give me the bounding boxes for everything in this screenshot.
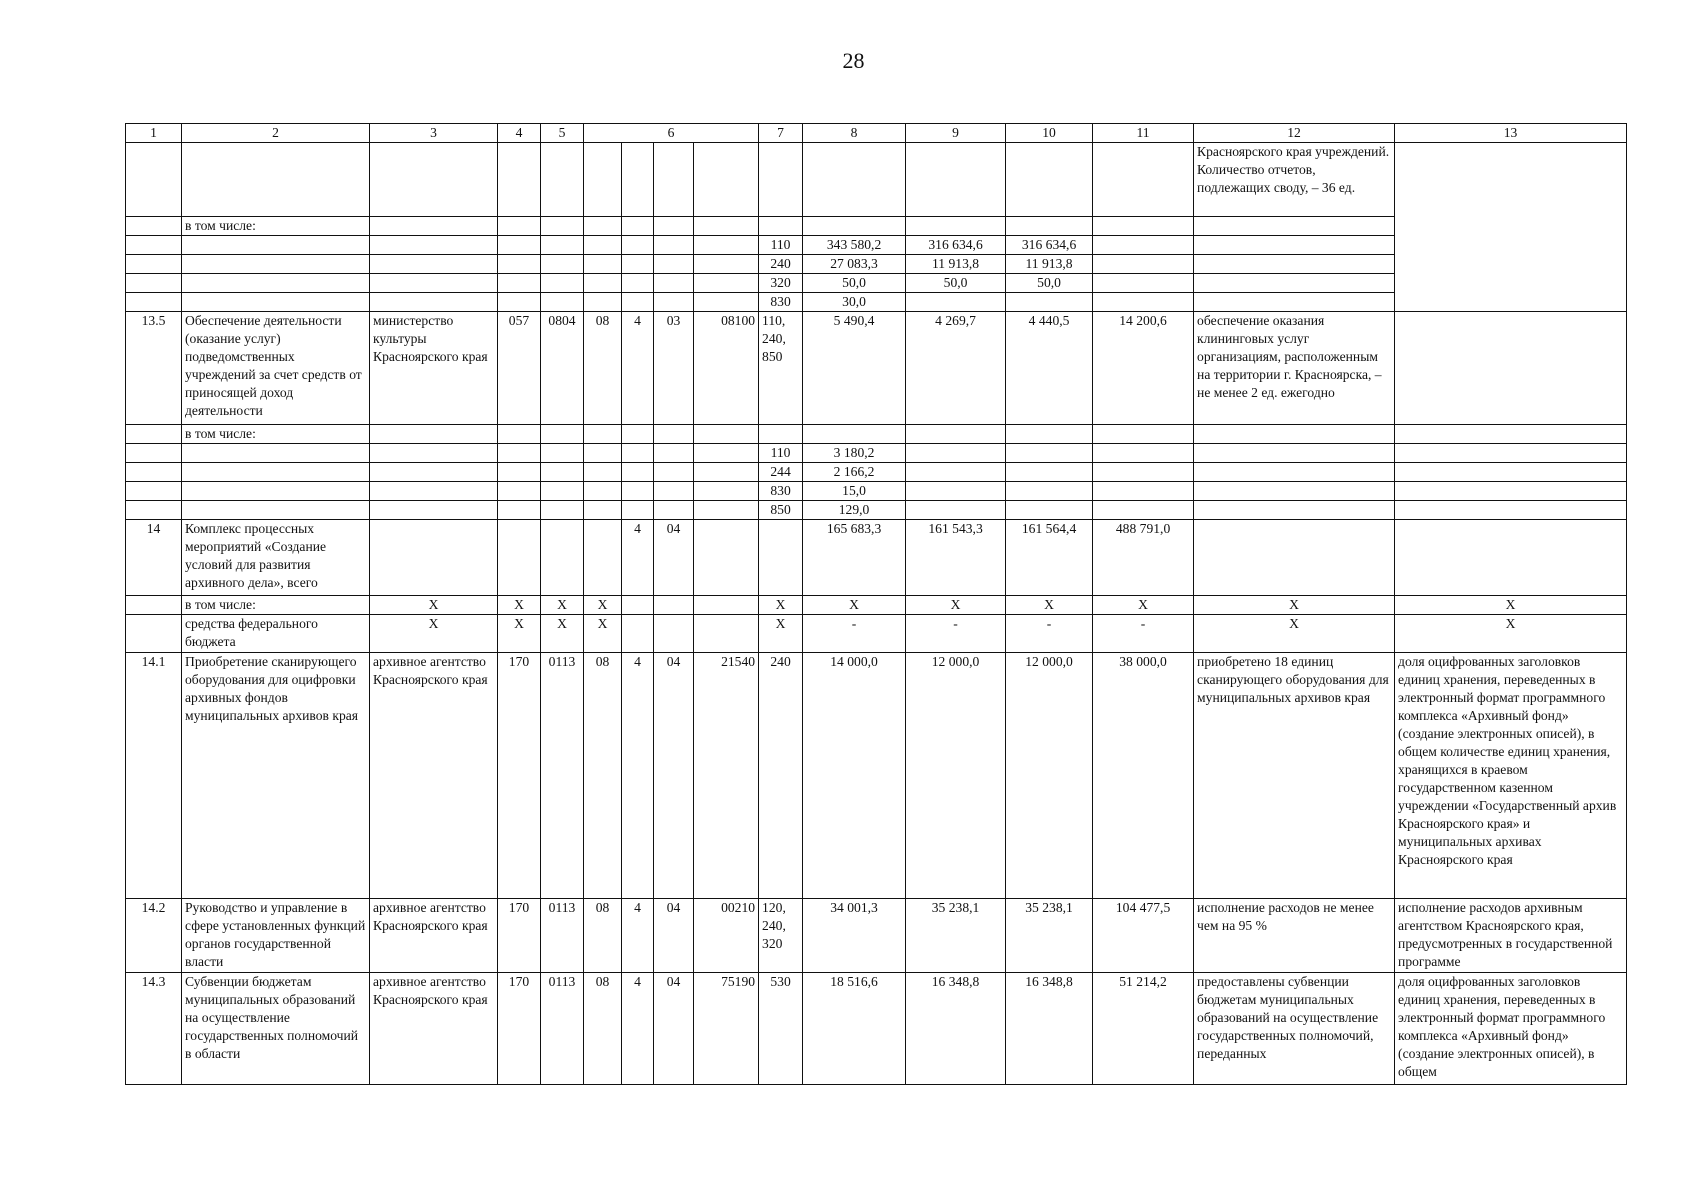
- value-cell: 4 269,7: [906, 312, 1006, 425]
- code-cell: 08: [584, 899, 622, 973]
- header-cell: 9: [906, 124, 1006, 143]
- value-cell: 4 440,5: [1006, 312, 1093, 425]
- header-cell: 7: [759, 124, 803, 143]
- table-row: [126, 596, 1627, 615]
- value-cell: 316 634,6: [906, 236, 1006, 255]
- value-cell: 316 634,6: [1006, 236, 1093, 255]
- kvr-cell: 240: [759, 653, 803, 899]
- organization: архивное агентство Красноярского края: [370, 899, 498, 973]
- x-mark: X: [541, 596, 584, 615]
- x-mark: X: [759, 596, 803, 615]
- value-cell: 5 490,4: [803, 312, 906, 425]
- header-cell: 2: [182, 124, 370, 143]
- code-cell: 170: [498, 899, 541, 973]
- table-row: [126, 501, 1627, 520]
- kvr-cell: 830: [759, 482, 803, 501]
- table-row: [126, 425, 1627, 444]
- value-cell: 165 683,3: [803, 520, 906, 596]
- code-cell: 75190: [694, 973, 759, 1085]
- code-cell: 00210: [694, 899, 759, 973]
- value-cell: 2 166,2: [803, 463, 906, 482]
- value-cell: 50,0: [803, 274, 906, 293]
- value-cell: 16 348,8: [906, 973, 1006, 1085]
- indicator-cell: доля оцифрованных заголовков единиц хранения, переведенных в электронный формат программного комплекса «Архивный фонд» (создание электронных описей), в общем количестве единиц хранения, хранящихся в краевом государственном казенном учреждении «Государственный архив Красноярского края» и муниципальных архивах Красноярского края: [1395, 653, 1627, 899]
- value-cell: [906, 293, 1006, 312]
- code-cell: 0113: [541, 973, 584, 1085]
- kvr-cell: 110: [759, 444, 803, 463]
- value-cell: 104 477,5: [1093, 899, 1194, 973]
- code-cell: 057: [498, 312, 541, 425]
- dash-mark: -: [1006, 615, 1093, 653]
- x-mark: X: [370, 596, 498, 615]
- dash-mark: -: [1093, 615, 1194, 653]
- kvr-cell: 110, 240, 850: [759, 312, 803, 425]
- value-cell: 16 348,8: [1006, 973, 1093, 1085]
- dash-mark: -: [906, 615, 1006, 653]
- value-cell: 12 000,0: [906, 653, 1006, 899]
- organization: министерство культуры Красноярского края: [370, 312, 498, 425]
- result-cell: приобретено 18 единиц сканирующего оборудования для муниципальных архивов края: [1194, 653, 1395, 899]
- value-cell: 3 180,2: [803, 444, 906, 463]
- header-row: [126, 124, 1627, 143]
- code-cell: 03: [654, 312, 694, 425]
- table-row: [126, 973, 1627, 1085]
- table-row: [126, 653, 1627, 899]
- table-row: [126, 520, 1627, 596]
- code-cell: 4: [622, 312, 654, 425]
- x-mark: X: [584, 615, 622, 653]
- row-number: 14.3: [126, 973, 182, 1085]
- code-cell: 08100: [694, 312, 759, 425]
- value-cell: 30,0: [803, 293, 906, 312]
- x-mark: X: [370, 615, 498, 653]
- measure-name: Приобретение сканирующего оборудования для оцифровки архивных фондов муниципальных архивов края: [182, 653, 370, 899]
- indicator-cell: [1395, 143, 1627, 312]
- value-cell: 35 238,1: [906, 899, 1006, 973]
- organization: архивное агентство Красноярского края: [370, 653, 498, 899]
- row-number: 13.5: [126, 312, 182, 425]
- code-cell: 4: [622, 653, 654, 899]
- organization: архивное агентство Красноярского края: [370, 973, 498, 1085]
- code-cell: 170: [498, 653, 541, 899]
- result-cell: предоставлены субвенции бюджетам муниципальных образований на осуществление государственных полномочий, переданных: [1194, 973, 1395, 1085]
- value-cell: 50,0: [906, 274, 1006, 293]
- subtotal-label: в том числе:: [182, 596, 370, 615]
- indicator-cell: доля оцифрованных заголовков единиц хранения, переведенных в электронный формат программного комплекса «Архивный фонд» (создание электронных описей), в общем: [1395, 973, 1627, 1085]
- x-mark: X: [1194, 596, 1395, 615]
- x-mark: X: [1395, 596, 1627, 615]
- x-mark: X: [498, 596, 541, 615]
- kvr-cell: 110: [759, 236, 803, 255]
- header-cell: 3: [370, 124, 498, 143]
- kvr-cell: 320: [759, 274, 803, 293]
- code-cell: 170: [498, 973, 541, 1085]
- code-cell: 21540: [694, 653, 759, 899]
- x-mark: X: [1006, 596, 1093, 615]
- value-cell: 14 200,6: [1093, 312, 1194, 425]
- value-cell: 14 000,0: [803, 653, 906, 899]
- value-cell: 27 083,3: [803, 255, 906, 274]
- value-cell: 18 516,6: [803, 973, 906, 1085]
- result-cell: Красноярского края учреждений. Количество отчетов, подлежащих своду, – 36 ед.: [1194, 143, 1395, 217]
- header-cell: 4: [498, 124, 541, 143]
- code-cell: 08: [584, 973, 622, 1085]
- code-cell: 04: [654, 973, 694, 1085]
- result-cell: исполнение расходов не менее чем на 95 %: [1194, 899, 1395, 973]
- value-cell: 50,0: [1006, 274, 1093, 293]
- header-cell: 10: [1006, 124, 1093, 143]
- x-mark: X: [498, 615, 541, 653]
- value-cell: 12 000,0: [1006, 653, 1093, 899]
- kvr-cell: 830: [759, 293, 803, 312]
- measure-name: Руководство и управление в сфере установленных функций органов государственной власти: [182, 899, 370, 973]
- code-cell: 04: [654, 653, 694, 899]
- dash-mark: -: [803, 615, 906, 653]
- code-cell: 04: [654, 899, 694, 973]
- value-cell: 35 238,1: [1006, 899, 1093, 973]
- row-number: 14.2: [126, 899, 182, 973]
- value-cell: 488 791,0: [1093, 520, 1194, 596]
- code-cell: 04: [654, 520, 694, 596]
- kvr-cell: 850: [759, 501, 803, 520]
- header-cell: 8: [803, 124, 906, 143]
- table-row: [126, 143, 1627, 217]
- value-cell: 161 543,3: [906, 520, 1006, 596]
- x-mark: X: [1093, 596, 1194, 615]
- header-cell: 5: [541, 124, 584, 143]
- value-cell: 161 564,4: [1006, 520, 1093, 596]
- x-mark: X: [1194, 615, 1395, 653]
- header-cell: 6: [584, 124, 759, 143]
- budget-table: [125, 123, 1627, 1085]
- code-cell: 0113: [541, 899, 584, 973]
- measure-name: Комплекс процессных мероприятий «Создание условий для развития архивного дела», всего: [182, 520, 370, 596]
- funding-source: средства федерального бюджета: [182, 615, 370, 653]
- code-cell: 4: [622, 899, 654, 973]
- code-cell: 4: [622, 520, 654, 596]
- table-row: [126, 899, 1627, 973]
- x-mark: X: [541, 615, 584, 653]
- value-cell: 38 000,0: [1093, 653, 1194, 899]
- table-row: [126, 444, 1627, 463]
- measure-name: Обеспечение деятельности (оказание услуг) подведомственных учреждений за счет средств от приносящей доход деятельности: [182, 312, 370, 425]
- x-mark: X: [584, 596, 622, 615]
- row-number: 14.1: [126, 653, 182, 899]
- code-cell: 0113: [541, 653, 584, 899]
- value-cell: 11 913,8: [906, 255, 1006, 274]
- subtotal-label: в том числе:: [182, 217, 370, 236]
- x-mark: X: [803, 596, 906, 615]
- value-cell: 51 214,2: [1093, 973, 1194, 1085]
- value-cell: [1006, 293, 1093, 312]
- result-cell: обеспечение оказания клининговых услуг организациям, расположенным на территории г. Красноярска, – не менее 2 ед. ежегодно: [1194, 312, 1395, 425]
- table-row: [126, 312, 1627, 425]
- code-cell: 0804: [541, 312, 584, 425]
- x-mark: X: [1395, 615, 1627, 653]
- header-cell: 12: [1194, 124, 1395, 143]
- header-cell: 1: [126, 124, 182, 143]
- subtotal-label: в том числе:: [182, 425, 370, 444]
- kvr-cell: 240: [759, 255, 803, 274]
- value-cell: 34 001,3: [803, 899, 906, 973]
- code-cell: 4: [622, 973, 654, 1085]
- value-cell: 15,0: [803, 482, 906, 501]
- value-cell: 11 913,8: [1006, 255, 1093, 274]
- kvr-cell: 530: [759, 973, 803, 1085]
- page-number: 28: [842, 48, 865, 73]
- x-mark: X: [759, 615, 803, 653]
- indicator-cell: исполнение расходов архивным агентством Красноярского края, предусмотренных в государственной программе: [1395, 899, 1627, 973]
- code-cell: 08: [584, 312, 622, 425]
- code-cell: 08: [584, 653, 622, 899]
- header-cell: 11: [1093, 124, 1194, 143]
- measure-name: Субвенции бюджетам муниципальных образований на осуществление государственных полномочий в области: [182, 973, 370, 1085]
- value-cell: 343 580,2: [803, 236, 906, 255]
- row-number: 14: [126, 520, 182, 596]
- table-row: [126, 615, 1627, 653]
- header-cell: 13: [1395, 124, 1627, 143]
- kvr-cell: 120, 240, 320: [759, 899, 803, 973]
- indicator-cell: [1395, 312, 1627, 425]
- value-cell: 129,0: [803, 501, 906, 520]
- table-row: [126, 482, 1627, 501]
- kvr-cell: 244: [759, 463, 803, 482]
- x-mark: X: [906, 596, 1006, 615]
- table-row: [126, 463, 1627, 482]
